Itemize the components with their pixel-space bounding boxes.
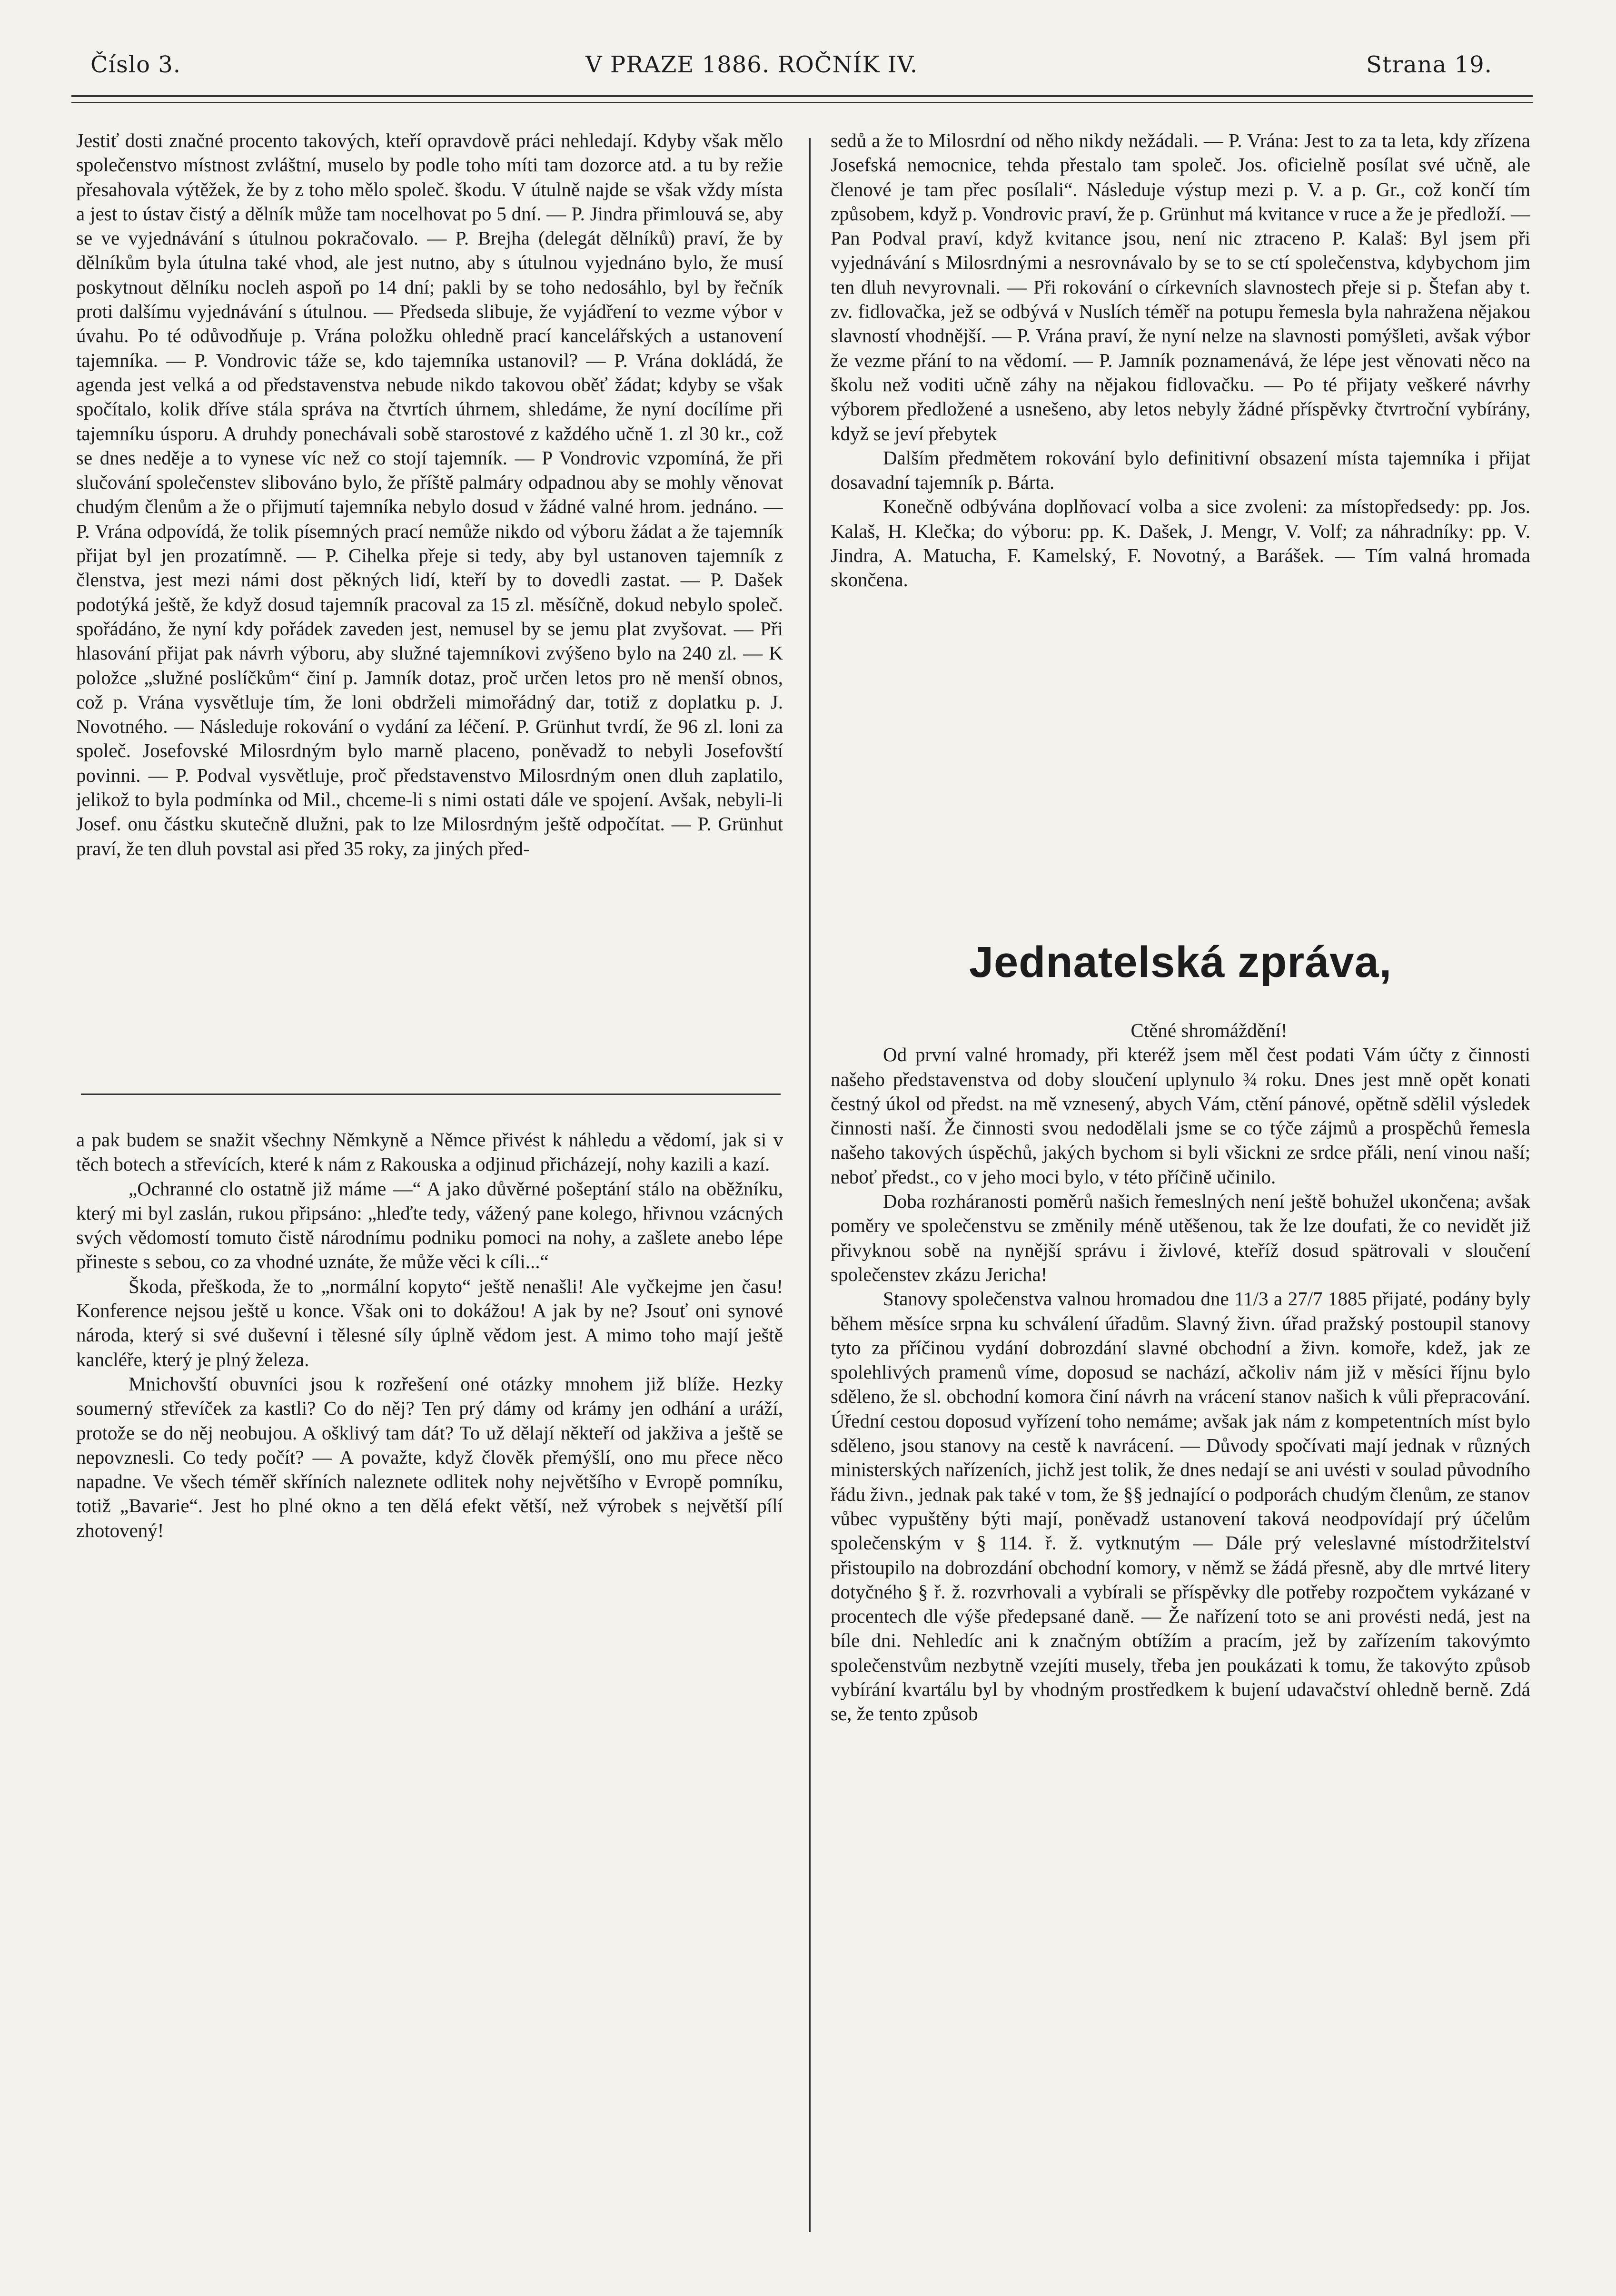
left-column-top (76, 128, 783, 1085)
meeting-report-paragraph: Dalším předmětem rokování bylo definitivní obsazení místa tajemníka i přijat dosavadní tajemník p. Bárta. (831, 446, 1530, 493)
article-paragraph: Škoda, přeškoda, že to „normální kopyto“ ještě nenašli! Ale vyčkejme jen času! Konference nejsou ještě u konce. Však oni to dokážou! A jak by ne? Jsouť oni synové národa, který si své duševní i tělesné síly úplně vědom jest. A mimo toho mají ještě kancléře, který je plný železa. (76, 1275, 783, 1370)
meeting-report-text: sedů a že to Milosrdní od něho nikdy nežádali. — P. Vrána: Jest to za ta leta, kdy zřízena Josefská nemocnice, tehda přestalo tam společ. Jos. oficielně posílat své učně, ale členové je tam přec posílali“. Následuje výstup mezi p. V. a p. Gr., což končí tím způsobem, když p. Vondrovic praví, že p. Grünhut má kvitance v ruce a že je předloží. — Pan Podval praví, když kvitance jsou, není nic ztraceno P. Kalaš: Byl jsem při vyjednávání s Milosrdnými a nesrovnávalo by se to se ctí společenstva, kdybychom jim ten dluh nevyrovnali. — Při rokování o církevních slavnostech přeje si p. Štefan aby t. zv. fidlovačka, jež se odbývá v Nuslích téměř na potupu řemesla byla nahražena nějakou slavností vhodnější. — P. Vrána praví, že nyní nelze na slavnosti pomýšleti, avšak výbor že vezme přání to na vědomí. — P. Jamník poznamenává, že lépe jest věnovati něco na školu než voditi učně záhy na nějakou fidlovačku. — Po té přijaty veškeré návrhy výborem předložené a usnešeno, aby letos nebyly žádné příspěvky čtvrtroční vybírány, když se jeví přebytek (831, 129, 1530, 444)
page-number: Strana 19. (1366, 51, 1492, 78)
issue-number: Číslo 3. (90, 51, 181, 78)
report-paragraph: Doba rozháranosti poměrů našich řemeslných není ještě bohužel ukončena; avšak poměry ve společenstvu se změnily méně utěšenou, tak že lze doufati, že co nevidět již přivyknou sobě na nynější správu i živlové, kteříž dosud spätrovali v sloučení společenstev zkázu Jericha! (831, 1190, 1530, 1285)
report-paragraph: Od první valné hromady, při kteréž jsem měl čest podati Vám účty z činnosti našeho představenstva od doby sloučení uplynulo ¾ roku. Dnes jest mně opět konati čestný úkol od předst. na mě vznesený, abych Vám, ctění pánové, opětně sdělil výsledek činnosti naší. Že činnosti svou nedodělali jsme se co týče zájmů a prospěchů řemesla našeho takových úspěchů, jakých bychom si byli všickni ze srdce přáli, není vinou naší; neboť předst., co v jeho moci bylo, v této příčině učinilo. (831, 1044, 1530, 1188)
issue-dateline: V PRAZE 1886. ROČNÍK IV. (585, 51, 918, 78)
meeting-report-paragraph: Konečně odbývána doplňovací volba a sice zvoleni: za místopředsedy: pp. Jos. Kalaš, H. Klečka; do výboru: pp. K. Dašek, J. Mengr, V. Volf; za náhradníky: pp. V. Jindra, A. Matucha, F. Kamelský, F. Novotný, a Barášek. — Tím valná hromada skončena. (831, 495, 1530, 591)
column-divider-horizontal (81, 1094, 781, 1095)
article-paragraph: Mnichovští obuvníci jsou k rozřešení oné otázky mnohem již blíže. Hezky soumerný střevíček za kastli? Co do něj? Ten prý dámy od krámy jen odhání a uráží, protože se do něj neobujou. A ošklivý tam dát? To už dělají někteří od jakživa a ještě se nepovznesli. Co tedy počít? — A považte, když člověk přemýšlí, ono mu přece něco napadne. Ve všech téměř skříních naleznete odlitek nohy největšího v Evropě pomníku, totiž „Bavarie“. Jest ho plné okno a ten dělá efekt větší, než výrobek s největší pílí zhotovený! (76, 1372, 783, 1541)
right-column-top (831, 128, 1530, 890)
meeting-report-text: Jestiť dosti značné procento takových, kteří opravdově práci nehledají. Kdyby však mělo společenstvo místnost zvláštní, muselo by podle toho míti tam dozorce atd. a tu by režie přesahovala výtěžek, že by z toho mělo společ. škodu. V útulně najde se však vždy místa a jest to ústav čistý a dělník může tam nocelhovat po 5 dní. — P. Jindra přimlouvá se, aby se ve vyjednávání s útulnou pokračovalo. — P. Brejha (delegát dělníků) praví, že by dělníkům byla útulna také vhod, ale jest nutno, aby s útulnou vyjednáno bylo, že musí poskytnout dělníku nocleh aspoň po 14 dní; pakli by se toho nedosáhlo, byl by řečník proti dalšímu vyjednávání s útulnou. — Předseda slibuje, že vyjádření to vezme výbor v úvahu. Po té odůvodňuje p. Vrána položku ohledně prací kancelářských a ustanovení tajemníka. — P. Vondrovic táže se, kdo tajemníka ustanovil? — P. Vrána dokládá, že agenda jest velká a od představenstva nebude nikdo takovou oběť žádat; kdyby se však spočítalo, kolik dříve stála správa na čtvrtích úhrnem, shledáme, že nyní docílíme při tajemníku úsporu. A druhdy ponechávali sobě starostové z každého učně 1. zl 30 kr., což se dnes neděje a to vynese víc než co stojí tajemník. — P Vondrovic vzpomíná, že při slučování společenstev slibováno bylo, že příště palmáry odpadnou aby se mohly věnovat chudým členům a že o přijmutí tajemníka nebylo dosud v žádné valné hrom. jednáno. — P. Vrána odpovídá, že tolik písemných prací nemůže nikdo od výboru žádat a že tajemník přijat byl jen prozatímně. — P. Cihelka přeje si tedy, aby byl ustanoven tajemník z členstva, jest mezi námi dost pěkných lidí, kteří by to dovedli zastat. — P. Dašek podotýká ještě, že když dosud tajemník pracoval za 15 zl. měsíčně, dokud nebylo společ. spořádáno, že nyní kdy pořádek zaveden jest, nemusel by se jemu plat zvyšovat. — Při hlasování přijat pak návrh výboru, aby služné tajemníkovi zvýšeno bylo na 240 zl. — K položce „služné poslíčkům“ činí p. Jamník dotaz, proč určen letos pro ně menší obnos, což p. Vrána vysvětluje tím, že loni obdrželi mimořádný dar, totiž z doplatku p. J. Novotného. — Následuje rokování o vydání za léčení. P. Grünhut tvrdí, že 96 zl. loni za společ. Josefovské Milosrdným bylo marně placeno, poněvadž to nebyli Josefovští povinni. — P. Podval vysvětluje, proč představenstvo Milosrdným onen dluh zaplatilo, jelikož to byla podmínka od Mil., chceme-li s nimi ostati dále ve spojení. Avšak, nebyli-li Josef. onu částku skutečně dlužni, pak to lze Milosrdným ještě odpočítat. — P. Grünhut praví, že ten dluh povstal asi před 35 roky, za jiných před- (76, 129, 783, 859)
column-divider-vertical (809, 138, 811, 2232)
article-paragraph: a pak budem se snažit všechny Němkyně a Němce přivést k náhledu a vědomí, jak si v těch botech a střevících, které k nám z Rakouska a odjinud přicházejí, nohy kazili a kazí. (76, 1129, 783, 1175)
report-paragraph: Stanovy společenstva valnou hromadou dne 11/3 a 27/7 1885 přijaté, podány byly během měsíce srpna ku schválení úřadům. Slavný živn. úřad pražský postoupil stanovy tyto za příčinou vydání dobrozdání slavné obchodní a živn. komoře, kdež, jak ze spolehlivých pramenů víme, doposud se nachází, ačkoliv nám již v měsíci říjnu bylo sděleno, že sl. obchodní komora činí návrh na vrácení stanov našich k vůli přepracování. Úřední cestou doposud vyřízení toho nemáme; avšak jak nám z kompetentních míst bylo sděleno, jsou stanovy na cestě k navrácení. — Důvody spočívati mají jednak v různých ministerských nařízeních, jichž jest tolik, že dnes nedají se ani uvésti v soulad původního řádu živn., jednak pak také v tom, že §§ jednající o podporách chudým členům, ze stanov vůbec vypuštěny býti mají, poněvadž ustanovení taková neodpovídají prý účelům společenským v § 114. ř. ž. vytknutým — Dále prý veleslavné místodržitelství přistoupilo na dobrozdání obchodní komory, v němž se žádá přesně, aby dle mrtvé litery dotyčného § ř. ž. rozvrhovali a vybírali se příspěvky dle potřeby rozpočtem vykázané v procentech dle výše předepsané daně. — Že nařízení toto se ani provésti nedá, jest na bíle dni. Nehledíc ani k značným obtížím a pracím, jež by zařízením takovýmto společenstvům nezbytně vzejíti musely, třeba jen poukázati k tomu, že takovýto způsob vybírání kvartálu byl by vhodným prostředkem k bujení udavačství ohledně berně. Zdá se, že tento způsob (831, 1288, 1530, 1725)
header-rule-thin (71, 102, 1533, 103)
left-column-bottom (76, 1128, 783, 2260)
article-paragraph: „Ochranné clo ostatně již máme —“ A jako důvěrné pošeptání stálo na oběžníku, který mi byl zaslán, rukou připsáno: „hleďte tedy, vážený pane kolego, hřivnou vzácných svých vědomostí tomuto čistě národnímu podniku pomoci na nohy, a zašlete anebo lépe přineste s sebou, co za vhodné uznáte, že může věci k cíli...“ (76, 1177, 783, 1273)
right-column-bottom (831, 1018, 1530, 2265)
header-rule (71, 95, 1533, 97)
section-heading: Jednatelská zpráva, (969, 938, 1392, 986)
salutation: Ctěné shromáždění! (1130, 1019, 1288, 1041)
